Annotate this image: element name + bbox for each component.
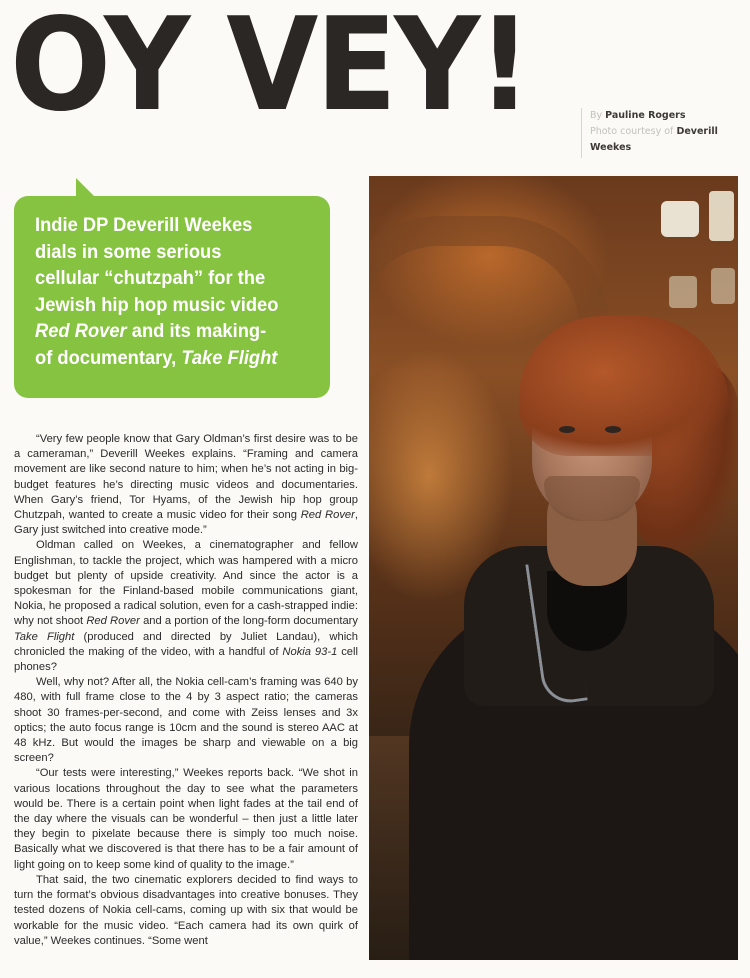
pull-quote-line: dials in some serious xyxy=(35,240,222,263)
pull-quote xyxy=(35,212,308,371)
author-credit xyxy=(590,108,746,124)
italic-title: Red Rover xyxy=(300,509,355,522)
hair xyxy=(519,316,729,456)
eye xyxy=(605,426,621,433)
article-body xyxy=(14,432,358,949)
lit-window xyxy=(669,276,697,308)
lit-window xyxy=(661,201,699,237)
paragraph: That said, the two cinematic explorers decided to find ways to turn the format’s obvious disadvantages into creative bonuses. They tested dozens of Nokia cell-cams, coming up with six that would be workable for the music video. “Each camera had its own quirk of value,” Weekes continues. “Some went xyxy=(14,873,358,947)
photographer-name: Deverill Weekes xyxy=(590,126,718,153)
photo-credit-label: Photo courtesy of xyxy=(590,126,674,137)
pull-quote-line xyxy=(35,318,308,345)
title-take-flight: Take Flight xyxy=(181,346,278,369)
lit-window xyxy=(711,268,735,304)
pull-quote-line: cellular “chutzpah” for the xyxy=(35,267,266,289)
pull-quote-line xyxy=(35,345,308,372)
by-label: By xyxy=(590,110,603,121)
portrait-photo xyxy=(369,176,738,960)
pull-quote-line: Jewish hip hop music video xyxy=(35,293,279,316)
eye xyxy=(559,426,575,433)
photo-credit xyxy=(590,124,746,156)
author-name: Pauline Rogers xyxy=(605,110,686,121)
title-red-rover: Red Rover xyxy=(35,320,127,342)
page-title: OY VEY! xyxy=(10,0,529,140)
text: , Gary just switched into creative mode.” xyxy=(14,509,358,537)
lit-window xyxy=(709,191,734,241)
italic-title: Red Rover xyxy=(86,615,140,628)
paragraph: “Our tests were interesting,” Weekes reports back. “We shot in various locations throughout the day to see what the parameters would be. There is a certain point when light fades at the tail end of the day where the visuals can be wonderful – then just a little later they begin to pixelate because there is simply too much noise. Basically what we discovered is that there has to be a fair amount of light going on to keep some kind of quality to the image.” xyxy=(14,767,358,871)
text: and a portion of the long-form documentary xyxy=(139,615,358,628)
pull-quote-line: Indie DP Deverill Weekes xyxy=(35,214,253,236)
paragraph: Well, why not? After all, the Nokia cell-cam’s framing was 640 by 480, with full frame close to the 4 by 3 aspect ratio; the cameras shoot 30 frames-per-second, and come with Zeiss lenses and 3x optics; the auto focus range is 10cm and the sound is stereo AAC at 48 kHz. But would the images be sharp and viewable on a big screen? xyxy=(14,676,358,765)
byline xyxy=(581,108,746,158)
italic-title: Take Flight xyxy=(14,630,75,643)
text: Oldman called on Weekes, a cinematographer and fellow Englishman, to tackle the project, which was hampered with a micro budget but plenty of upside creativity. And since the actor is a spokesman for the Finland-based mobile communications giant, Nokia, he proposed a radical solution, even for a cash-strapped indie: why not shoot xyxy=(14,539,358,628)
paragraph xyxy=(14,432,358,538)
text: cell phones? xyxy=(14,645,358,674)
text: (produced and directed by Juliet Landau), which chronicled the making of the video, with a handful of xyxy=(14,630,358,658)
pull-quote-text: and its making- xyxy=(126,320,267,342)
text: “Very few people know that Gary Oldman’s first desire was to be a cameraman,” Deverill Weekes explains. “Framing and camera movement are like second nature to him; when he’s not acting in big-budget features he’s directing music videos and documentaries. When Gary’s friend, Tor Hyams, of the Jewish hip hop group Chutzpah, wanted to create a music video for their song xyxy=(14,433,358,522)
italic-title: Nokia 93-1 xyxy=(282,645,338,658)
paragraph xyxy=(14,538,358,675)
pull-quote-text: of documentary, xyxy=(35,346,182,369)
